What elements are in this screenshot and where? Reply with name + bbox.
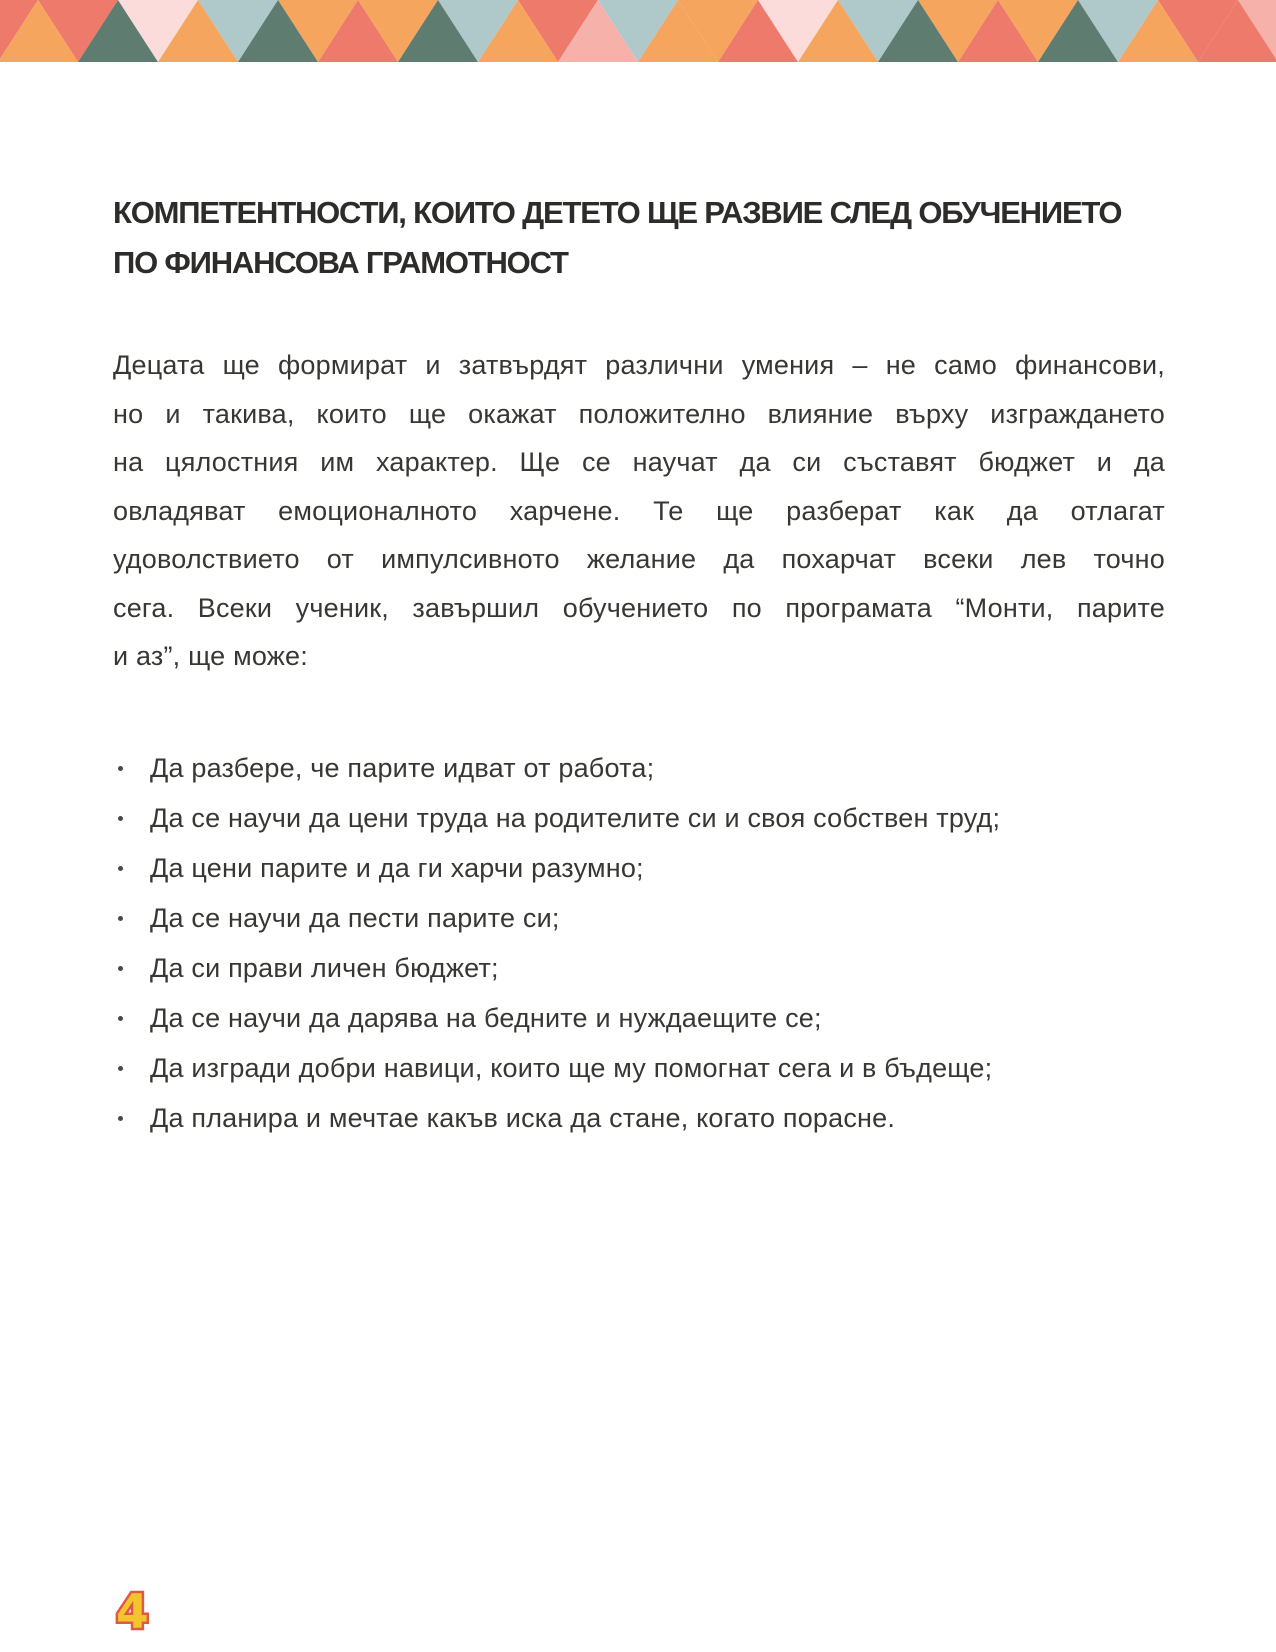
competency-list-item: Да цени парите и да ги харчи разумно; xyxy=(113,843,1165,893)
paragraph-line: овладяват емоционалното харчене. Те ще разберат как да отлагат xyxy=(113,495,1165,526)
competency-list-item: Да си прави личен бюджет; xyxy=(113,943,1165,993)
paragraph-line: на цялостния им характер. Ще се научат да си съставят бюджет и да xyxy=(113,447,1165,477)
paragraph-line: но и такива, които ще окажат положително влияние върху изграждането xyxy=(113,398,1165,429)
paragraph-line: Децата ще формират и затвърдят различни умения – не само финансови, xyxy=(113,350,1165,380)
page-title-line2: ПО ФИНАНСОВА ГРАМОТНОСТ xyxy=(113,245,568,280)
competency-list-item: Да изгради добри навици, които ще му помогнат сега и в бъдеще; xyxy=(113,1043,1165,1093)
paragraph-line: удоволствието от импулсивното желание да похарчат всеки лев точно xyxy=(113,544,1165,574)
page-title-line1: КОМПЕТЕНТНОСТИ, КОИТО ДЕТЕТО ЩЕ РАЗВИЕ СЛЕД ОБУЧЕНИЕТО xyxy=(113,195,1122,230)
intro-paragraph xyxy=(113,341,1165,681)
competency-list-item: Да се научи да дарява на бедните и нуждаещите се; xyxy=(113,993,1165,1043)
competency-list-item: Да се научи да цени труда на родителите си и своя собствен труд; xyxy=(113,793,1165,843)
page-title xyxy=(113,188,1165,288)
competency-list-item: Да разбере, че парите идват от работа; xyxy=(113,743,1165,793)
page-number-graphic xyxy=(108,1580,180,1642)
competency-list-item: Да се научи да пести парите си; xyxy=(113,893,1165,943)
triangle-banner-decoration xyxy=(0,0,1276,62)
page-content xyxy=(113,188,1165,1143)
paragraph-line: сега. Всеки ученик, завършил обучението по програмата “Монти, парите xyxy=(113,592,1165,623)
page-number-text: 4 xyxy=(116,1585,149,1640)
page-number xyxy=(108,1580,180,1647)
paragraph-line: и аз”, ще може: xyxy=(113,641,308,671)
competency-list xyxy=(113,743,1165,1143)
competency-list-item: Да планира и мечтае какъв иска да стане, когато порасне. xyxy=(113,1093,1165,1143)
